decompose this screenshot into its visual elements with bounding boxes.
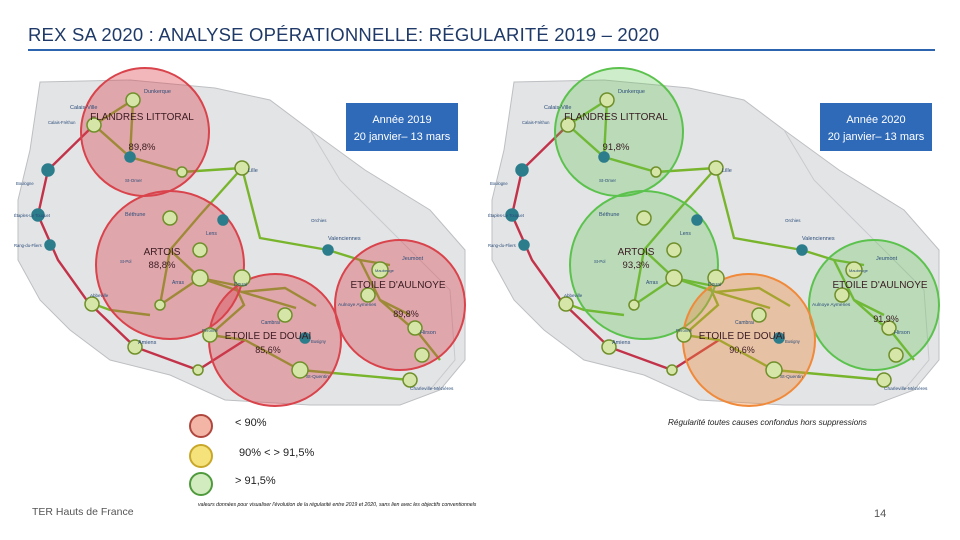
label-st-pol: St-Pol: [120, 259, 132, 264]
year-label-2020: Année 2020: [846, 114, 906, 126]
zone-value-aulnoye: 89,8%: [393, 309, 419, 319]
zone-flandres-littoral: [555, 68, 683, 196]
label-charleville: Charleville-Mézières: [884, 387, 928, 392]
label-jeumont: Jeumont: [402, 256, 424, 262]
legend-swatch-yellow: [189, 444, 213, 468]
label-st-quentin: St-Quentin: [780, 375, 803, 380]
period-label-2020: 20 janvier– 13 mars: [827, 131, 925, 143]
label-douai: Douai: [234, 282, 248, 288]
zone-name-artois: ARTOIS: [617, 247, 655, 258]
label-valenciennes: Valenciennes: [328, 236, 361, 242]
label-lens: Lens: [206, 231, 217, 237]
label-aulnoye: Aulnoye Aymeries: [812, 303, 851, 308]
label-orchies: Orchies: [311, 218, 327, 223]
label-st-omer: St-Omer: [125, 178, 143, 183]
label-peronne: Péronne: [676, 328, 692, 333]
label-hirson: Hirson: [894, 330, 910, 336]
label-busigny: Busigny: [785, 339, 800, 344]
zone-value-artois: 88,8%: [148, 260, 176, 271]
zone-name-aulnoye: ETOILE D'AULNOYE: [832, 280, 928, 291]
map-2019: [10, 60, 470, 410]
label-arras: Arras: [646, 280, 658, 286]
label-aulnoye: Aulnoye Aymeries: [338, 303, 377, 308]
zone-value-douai: 90,6%: [729, 345, 755, 355]
label-calais-ville: Calais-Ville: [544, 105, 572, 111]
label-etaples: Étaples-Le Touquet: [488, 213, 525, 218]
map-2019-svg: [10, 60, 470, 410]
label-orchies: Orchies: [785, 218, 801, 223]
zone-flandres-littoral: [81, 68, 209, 196]
label-peronne: Péronne: [202, 328, 218, 333]
label-st-omer: St-Omer: [599, 178, 617, 183]
label-calais-frethun: Calais-Fréthun: [522, 120, 550, 125]
zone-name-douai: ETOILE DE DOUAI: [698, 331, 786, 342]
label-bethune: Béthune: [125, 212, 146, 218]
label-lille: Lille: [722, 168, 732, 174]
period-label-2019: 20 janvier– 13 mars: [353, 131, 451, 143]
zone-value-douai: 85,6%: [255, 345, 281, 355]
label-calais-frethun: Calais-Fréthun: [48, 120, 76, 125]
zone-name-aulnoye: ETOILE D'AULNOYE: [350, 280, 446, 291]
zone-name-douai: ETOILE DE DOUAI: [224, 331, 312, 342]
label-lens: Lens: [680, 231, 691, 237]
legend-label-green: > 91,5%: [235, 475, 276, 487]
label-amiens: Amiens: [138, 340, 157, 346]
legend-swatch-green: [189, 472, 213, 496]
zone-value-flandres: 89,8%: [128, 142, 156, 153]
legend-label-yellow: 90% < > 91,5%: [239, 447, 315, 459]
label-etaples: Étaples-Le Touquet: [14, 213, 51, 218]
label-cambrai: Cambrai: [261, 320, 280, 326]
label-abbeville: Abbeville: [90, 293, 109, 298]
label-charleville: Charleville-Mézières: [410, 387, 454, 392]
label-boulogne: Boulogne: [16, 181, 34, 186]
label-busigny: Busigny: [311, 339, 326, 344]
label-rang-du-fliers: Rang-du-Fliers: [488, 243, 516, 248]
label-dunkerque: Dunkerque: [144, 89, 171, 95]
zone-name-flandres: FLANDRES LITTORAL: [564, 112, 668, 123]
legend-label-red: < 90%: [235, 417, 267, 429]
zone-name-flandres: FLANDRES LITTORAL: [90, 112, 194, 123]
label-lille: Lille: [248, 168, 258, 174]
year-label-2019: Année 2019: [372, 114, 432, 126]
label-st-pol: St-Pol: [594, 259, 606, 264]
title-rule: [28, 49, 935, 51]
slide-title: REX SA 2020 : ANALYSE OPÉRATIONNELLE: RÉGULARITÉ 2019 – 2020: [28, 24, 660, 45]
label-rang-du-fliers: Rang-du-Fliers: [14, 243, 42, 248]
regularity-note: Régularité toutes causes confondus hors suppressions: [668, 418, 867, 427]
legend-swatch-red: [189, 414, 213, 438]
label-dunkerque: Dunkerque: [618, 89, 645, 95]
year-box-2019: [346, 103, 458, 151]
zone-value-flandres: 91,8%: [602, 142, 630, 153]
label-jeumont: Jeumont: [876, 256, 898, 262]
label-st-quentin: St-Quentin: [306, 375, 329, 380]
label-valenciennes: Valenciennes: [802, 236, 835, 242]
footer-brand: TER Hauts de France: [32, 506, 134, 518]
footnote: valeurs données pour visualiser l'évolution de la régularité entre 2019 et 2020, sans lien avec les objectifs conventionnels: [198, 502, 477, 508]
label-calais-ville: Calais-Ville: [70, 105, 98, 111]
zone-value-artois: 93,3%: [622, 260, 650, 271]
year-box-2020: [820, 103, 932, 151]
label-maubeuge: Maubeuge: [849, 268, 868, 273]
page-number: 14: [874, 508, 887, 520]
label-hirson: Hirson: [420, 330, 436, 336]
label-arras: Arras: [172, 280, 184, 286]
zone-value-aulnoye: 91,9%: [873, 314, 899, 324]
label-amiens: Amiens: [612, 340, 631, 346]
label-maubeuge: Maubeuge: [375, 268, 394, 273]
label-cambrai: Cambrai: [735, 320, 754, 326]
label-boulogne: Boulogne: [490, 181, 508, 186]
map-2020: [484, 60, 944, 410]
zone-name-artois: ARTOIS: [143, 247, 181, 258]
label-bethune: Béthune: [599, 212, 620, 218]
label-douai: Douai: [708, 282, 722, 288]
map-2020-svg: [484, 60, 944, 410]
label-abbeville: Abbeville: [564, 293, 583, 298]
